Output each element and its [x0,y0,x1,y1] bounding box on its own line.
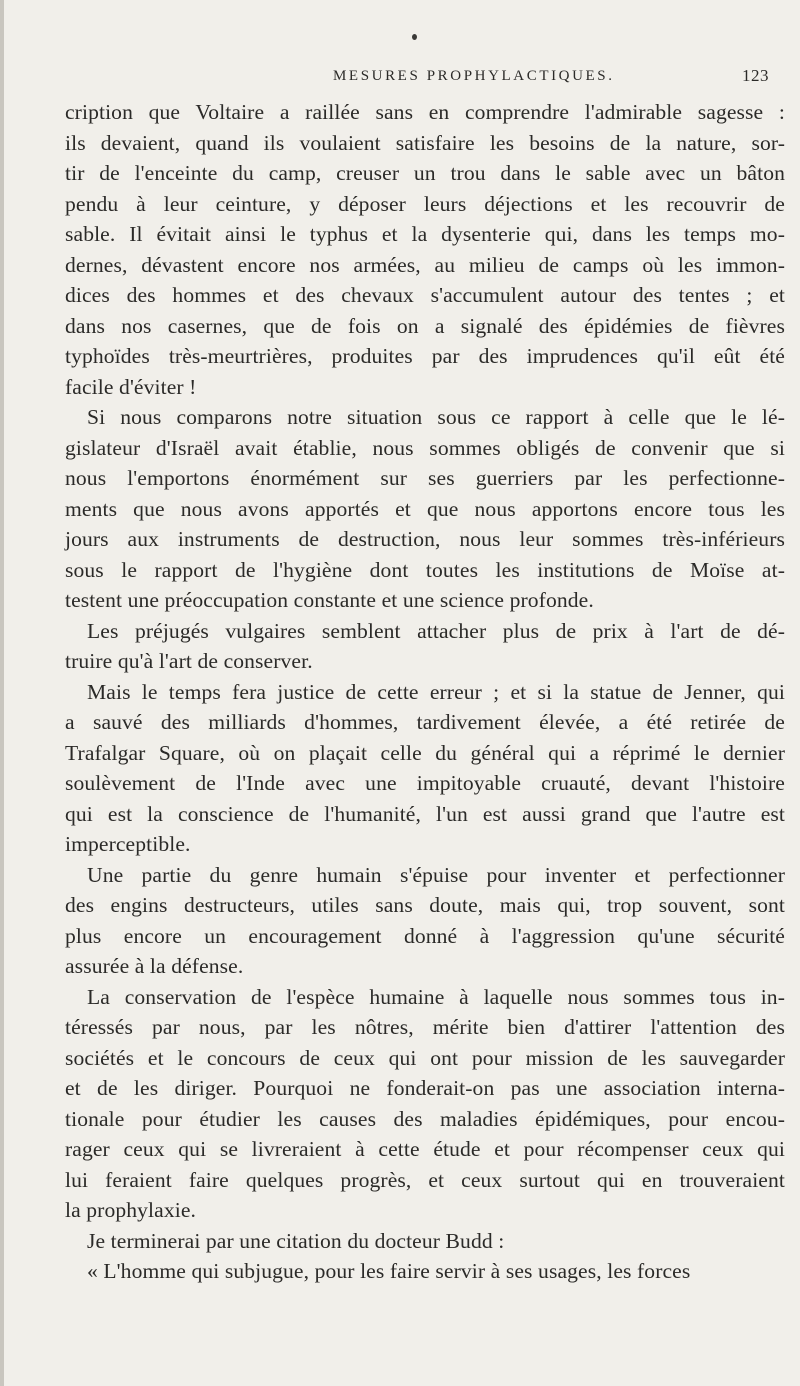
text-line: La conservation de l'espèce humaine à laquelle nous sommes tous in- [87,984,785,1009]
text-line: nous l'emportons énormément sur ses guerriers par les perfectionne- [65,466,785,490]
text-line: tir de l'enceinte du camp, creuser un trou dans le sable avec un bâton [65,161,785,185]
running-title: MESURES PROPHYLACTIQUES. [333,68,615,84]
text-line: lui feraient faire quelques progrès, et ceux surtout qui en trouveraient [65,1167,785,1192]
text-line: testent une préoccupation constante et une science profonde. [65,588,594,612]
text-line: dices des hommes et des chevaux s'accumulent autour des tentes ; et [65,283,785,307]
text-line: facile d'éviter ! [65,374,197,399]
text-line: Une partie du genre humain s'épuise pour inventer et perfectionner [87,862,785,887]
text-line: Les préjugés vulgaires semblent attacher plus de prix à l'art de dé- [87,618,785,643]
text-line: dans nos casernes, que de fois on a signalé des épidémies de fièvres [65,313,785,338]
text-line: la prophylaxie. [65,1198,197,1222]
text-line: Trafalgar Square, où on plaçait celle du général qui a réprimé le dernier [65,740,785,765]
text-line: gislateur d'Israël avait établie, nous sommes obligés de convenir que si [65,435,785,460]
text-line: jours aux instruments de destruction, nous leur sommes très-inférieurs [65,527,785,551]
text-line: « L'homme qui subjugue, pour les faire servir à ses usages, les forces [87,1259,691,1283]
text-line: cription que Voltaire a raillée sans en comprendre l'admirable sagesse : [65,100,785,124]
ink-dot [412,34,417,40]
text-line: ments que nous avons apportés et que nous apportons encore tous les [65,496,785,521]
text-line: truire qu'à l'art de conserver. [65,649,313,673]
text-line: et de les diriger. Pourquoi ne fonderait-on pas une association interna- [65,1076,785,1100]
text-line: assurée à la défense. [65,954,244,978]
text-line: a sauvé des milliards d'hommes, tardivement élevée, a été retirée de [65,710,785,734]
text-line: typhoïdes très-meurtrières, produites par des imprudences qu'il eût été [65,344,785,368]
text-line: dernes, dévastent encore nos armées, au milieu de camps où les immon- [65,252,785,277]
text-line: ils devaient, quand ils voulaient satisfaire les besoins de la nature, sor- [65,130,785,155]
text-line: sable. Il évitait ainsi le typhus et la dysenterie qui, dans les temps mo- [65,222,785,246]
text-line: des engins destructeurs, utiles sans doute, mais qui, trop souvent, sont [65,893,785,917]
text-line: imperceptible. [65,832,191,856]
text-line: soulèvement de l'Inde avec une impitoyable cruauté, devant l'histoire [65,771,785,795]
text-line: rager ceux qui se livreraient à cette étude et pour récompenser ceux qui [65,1137,785,1161]
body-text [65,97,785,1287]
text-line: tionale pour étudier les causes des maladies épidémiques, pour encou- [65,1106,785,1131]
text-line: Je terminerai par une citation du docteur Budd : [87,1228,505,1253]
page-binding-edge [0,0,4,1386]
text-line: Mais le temps fera justice de cette erreur ; et si la statue de Jenner, qui [87,679,785,704]
text-line: plus encore un encouragement donné à l'aggression qu'une sécurité [65,923,785,948]
text-line: pendu à leur ceinture, y déposer leurs déjections et les recouvrir de [65,191,785,216]
page-number: 123 [742,66,769,85]
text-line: sociétés et le concours de ceux qui ont pour mission de les sauvegarder [65,1045,785,1070]
text-line: Si nous comparons notre situation sous ce rapport à celle que le lé- [87,405,785,429]
text-line: sous le rapport de l'hygiène dont toutes les institutions de Moïse at- [65,557,785,582]
text-line: qui est la conscience de l'humanité, l'un est aussi grand que l'autre est [65,801,785,826]
text-line: téressés par nous, par les nôtres, mérite bien d'attirer l'attention des [65,1015,785,1039]
